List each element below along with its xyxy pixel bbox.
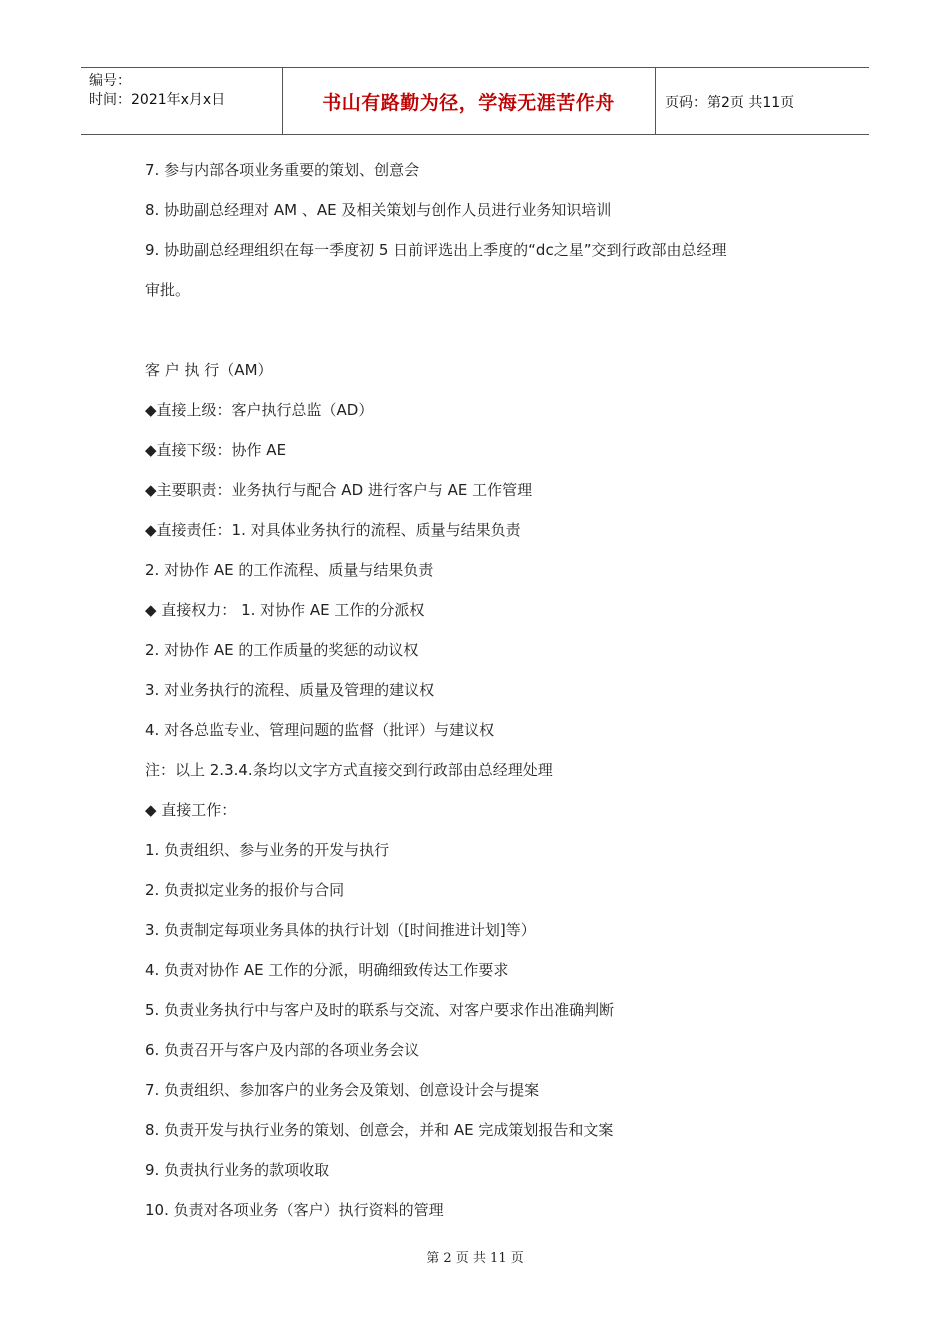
list-item: 2. 负责拟定业务的报价与合同: [145, 881, 345, 899]
section-heading: 客 户 执 行（AM）: [145, 361, 273, 379]
text-line: 8. 协助副总经理对 AM 、AE 及相关策划与创作人员进行业务知识培训: [145, 201, 612, 219]
list-item: 10. 负责对各项业务（客户）执行资料的管理: [145, 1201, 444, 1219]
list-item: 8. 负责开发与执行业务的策划、创意会，并和 AE 完成策划报告和文案: [145, 1121, 614, 1139]
text-line: 3. 对业务执行的流程、质量及管理的建议权: [145, 681, 435, 699]
document-number: 编号：: [89, 73, 131, 89]
text-line: 4. 对各总监专业、管理问题的监督（批评）与建议权: [145, 721, 495, 739]
header-meta: [89, 72, 225, 110]
list-item: 6. 负责召开与客户及内部的各项业务会议: [145, 1041, 420, 1059]
header-motto: 书山有路勤为径，学海无涯苦作舟: [322, 91, 615, 114]
text-line: ◆直接责任：1. 对具体业务执行的流程、质量与结果负责: [145, 521, 521, 539]
text-line: ◆ 直接工作：: [145, 801, 237, 819]
list-item: 3. 负责制定每项业务具体的执行计划（[时间推进计划]等）: [145, 921, 536, 939]
text-line: ◆直接上级：客户执行总监（AD）: [145, 401, 374, 419]
text-line: 2. 对协作 AE 的工作质量的奖惩的动议权: [145, 641, 419, 659]
text-line: 2. 对协作 AE 的工作流程、质量与结果负责: [145, 561, 434, 579]
text-line: 9. 协助副总经理组织在每一季度初 5 日前评选出上季度的“dc之星”交到行政部由总经理: [145, 241, 727, 259]
page-header: [81, 67, 869, 135]
header-divider: [655, 68, 656, 134]
list-item: 4. 负责对协作 AE 工作的分派，明确细致传达工作要求: [145, 961, 509, 979]
header-page-number: 页码：第2页 共11页: [665, 95, 795, 111]
list-item: 9. 负责执行业务的款项收取: [145, 1161, 330, 1179]
page-footer: 第 2 页 共 11 页: [426, 1251, 524, 1266]
list-item: 5. 负责业务执行中与客户及时的联系与交流、对客户要求作出准确判断: [145, 1001, 615, 1019]
text-line: 7. 参与内部各项业务重要的策划、创意会: [145, 161, 420, 179]
text-line: 审批。: [145, 281, 191, 299]
list-item: 1. 负责组织、参与业务的开发与执行: [145, 841, 390, 859]
text-line: ◆直接下级：协作 AE: [145, 441, 287, 459]
note-line: 注：以上 2.3.4.条均以文字方式直接交到行政部由总经理处理: [145, 761, 553, 779]
text-line: ◆ 直接权力： 1. 对协作 AE 工作的分派权: [145, 601, 425, 619]
list-item: 7. 负责组织、参加客户的业务会及策划、创意设计会与提案: [145, 1081, 540, 1099]
text-line: ◆主要职责：业务执行与配合 AD 进行客户与 AE 工作管理: [145, 481, 533, 499]
document-body: [145, 150, 825, 1230]
document-time: 时间：2021年x月x日: [89, 92, 226, 108]
